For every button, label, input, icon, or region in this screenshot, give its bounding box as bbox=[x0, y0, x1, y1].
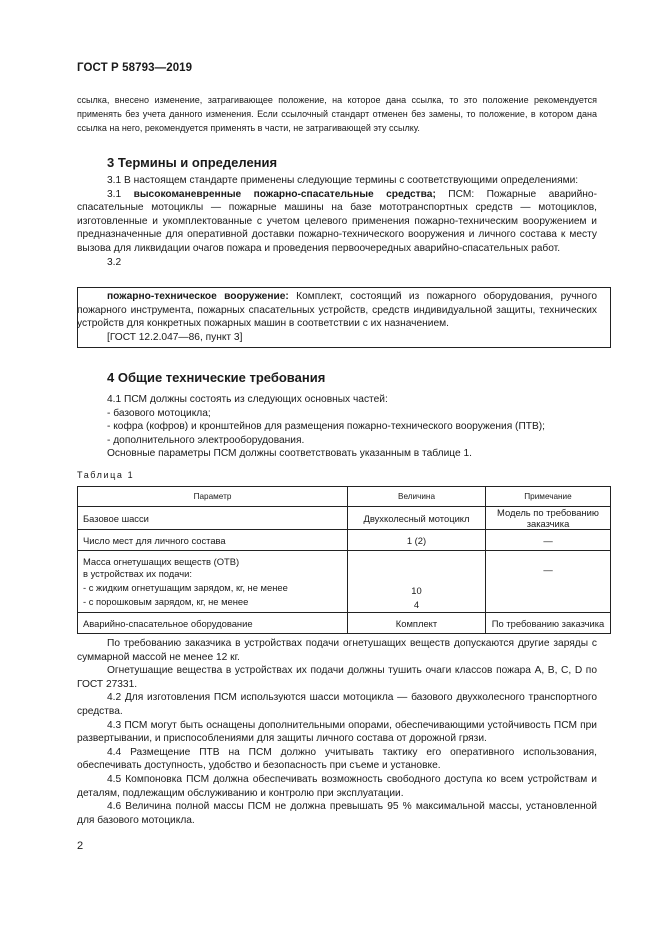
cell-line: - с жидким огнетушащим зарядом, кг, не менее bbox=[83, 581, 288, 593]
clause-4-6: 4.6 Величина полной массы ПСМ не должна превышать 95 % максимальной массы, установленной для базового мотоцикла. bbox=[77, 801, 597, 826]
term-2-number: 3.2 bbox=[107, 256, 122, 268]
intro-paragraph bbox=[77, 93, 597, 136]
list-item: - кофра (кофров) и кронштейнов для размещения пожарно-технического вооружения (ПТВ); bbox=[107, 421, 546, 433]
paragraph: Огнетушащие вещества в устройствах их подачи должны тушить очаги классов пожара A, B, C, D по ГОСТ 27331. bbox=[77, 665, 597, 690]
cell-note: — bbox=[486, 551, 611, 613]
section-3-body bbox=[77, 174, 597, 269]
cell-value: 1 (2) bbox=[348, 530, 486, 551]
cell-value: Комплект bbox=[348, 613, 486, 634]
term-2-reference: [ГОСТ 12.2.047—86, пункт 3] bbox=[107, 331, 243, 343]
header-note: Примечание bbox=[486, 487, 611, 507]
cell-note: — bbox=[486, 530, 611, 551]
table-row bbox=[78, 507, 611, 530]
term-2-content bbox=[77, 290, 597, 344]
cell-parameter: Число мест для личного состава bbox=[78, 530, 348, 551]
header-parameter: Параметр bbox=[78, 487, 348, 507]
clause-4-4: 4.4 Размещение ПТВ на ПСМ должно учитывать тактику его оперативного использования, обеспечивать доступность, удобство и безопасность при съеме и установке. bbox=[77, 746, 597, 772]
cell-line: 10 bbox=[411, 585, 422, 596]
table-row bbox=[78, 613, 611, 634]
term-1-definition: ПСМ: Пожарные аварийно-спасательные мотоциклы — пожарные машины на базе мототранспортных средств — мотоциклов, изготовленные и укомплектованные с учетом целевого применения пожарно-техническим вооружением и предназначенные для оперативной доставки пожарно-технического вооружения и личного состава к месту вызова для ликвидации очагов пожара и проведения первоочередных аварийно-спасательных работ. bbox=[77, 188, 597, 254]
section-3-lead: 3.1 В настоящем стандарте применены следующие термины с соответствующими определениями: bbox=[107, 175, 579, 186]
header-value: Величина bbox=[348, 487, 486, 507]
intro-text: ссылка, внесено изменение, затрагивающее положение, на которое дана ссылка, то это положение рекомендуется применять без учета данного изменения. Если ссылочный стандарт отменен без замены, то положение, в котором дана ссылка на него, рекомендуется применять в части, не затрагивающей эту ссылку. bbox=[77, 95, 597, 134]
cell-line: 4 bbox=[413, 599, 420, 610]
document-header: ГОСТ Р 58793—2019 bbox=[77, 62, 193, 74]
cell-note: Модель по требованию заказчика bbox=[486, 507, 611, 530]
term-2-name: пожарно-техническое вооружение: bbox=[107, 291, 289, 302]
parameters-table bbox=[77, 486, 611, 634]
term-1-name: высокоманевренные пожарно-спасательные средства; bbox=[133, 188, 436, 200]
section-4-body bbox=[77, 393, 597, 461]
cell-line: в устройствах их подачи: bbox=[83, 567, 192, 579]
clause-4-2: 4.2 Для изготовления ПСМ используются шасси мотоцикла — базового двухколесного транспортного средства. bbox=[77, 692, 597, 717]
cell-parameter bbox=[78, 551, 348, 613]
cell-parameter: Аварийно-спасательное оборудование bbox=[78, 613, 348, 634]
table-header-row bbox=[78, 487, 611, 507]
term-2 bbox=[77, 290, 597, 331]
list-item: - дополнительного электрооборудования. bbox=[107, 434, 305, 446]
cell-line: Масса огнетушащих веществ (ОТВ) bbox=[83, 555, 240, 567]
cell-note: По требованию заказчика bbox=[486, 613, 611, 634]
cell-line: - с порошковым зарядом, кг, не менее bbox=[83, 595, 249, 607]
term-1 bbox=[77, 188, 597, 256]
page-number: 2 bbox=[77, 840, 84, 852]
clause-4-5: 4.5 Компоновка ПСМ должна обеспечивать возможность свободного доступа ко всем устройствам и деталям, подлежащим обслуживанию и контролю при эксплуатации. bbox=[77, 773, 597, 799]
term-1-number: 3.1 bbox=[107, 188, 122, 200]
section-4-title: 4 Общие технические требования bbox=[107, 370, 326, 385]
clause-4-3: 4.3 ПСМ могут быть оснащены дополнительными опорами, обеспечивающими устойчивость ПСМ при развертывании, и приспособлениями для защиты личного состава от дорожной грязи. bbox=[77, 719, 597, 745]
section-4-continued bbox=[77, 637, 597, 827]
cell-value: Двухколесный мотоцикл bbox=[348, 507, 486, 530]
clause-4-1: 4.1 ПСМ должны состоять из следующих основных частей: bbox=[107, 394, 388, 405]
list-item: - базового мотоцикла; bbox=[107, 407, 211, 419]
table-caption: Таблица 1 bbox=[77, 470, 135, 480]
cell-value bbox=[348, 551, 486, 613]
term-2-definition: Комплект, состоящий из пожарного оборудования, ручного пожарного инструмента, пожарных спасательных устройств, средств индивидуальной защиты, технических устройств для конкретных пожарных машин в соответствии с их назначением. bbox=[77, 291, 597, 330]
table-row bbox=[78, 530, 611, 551]
section-3-title: 3 Термины и определения bbox=[107, 155, 278, 170]
paragraph: По требованию заказчика в устройствах подачи огнетушащих веществ допускаются другие заряды с суммарной массой не менее 12 кг. bbox=[77, 638, 597, 663]
params-reference: Основные параметры ПСМ должны соответствовать указанным в таблице 1. bbox=[107, 448, 472, 460]
table-row bbox=[78, 551, 611, 613]
cell-parameter: Базовое шасси bbox=[78, 507, 348, 530]
